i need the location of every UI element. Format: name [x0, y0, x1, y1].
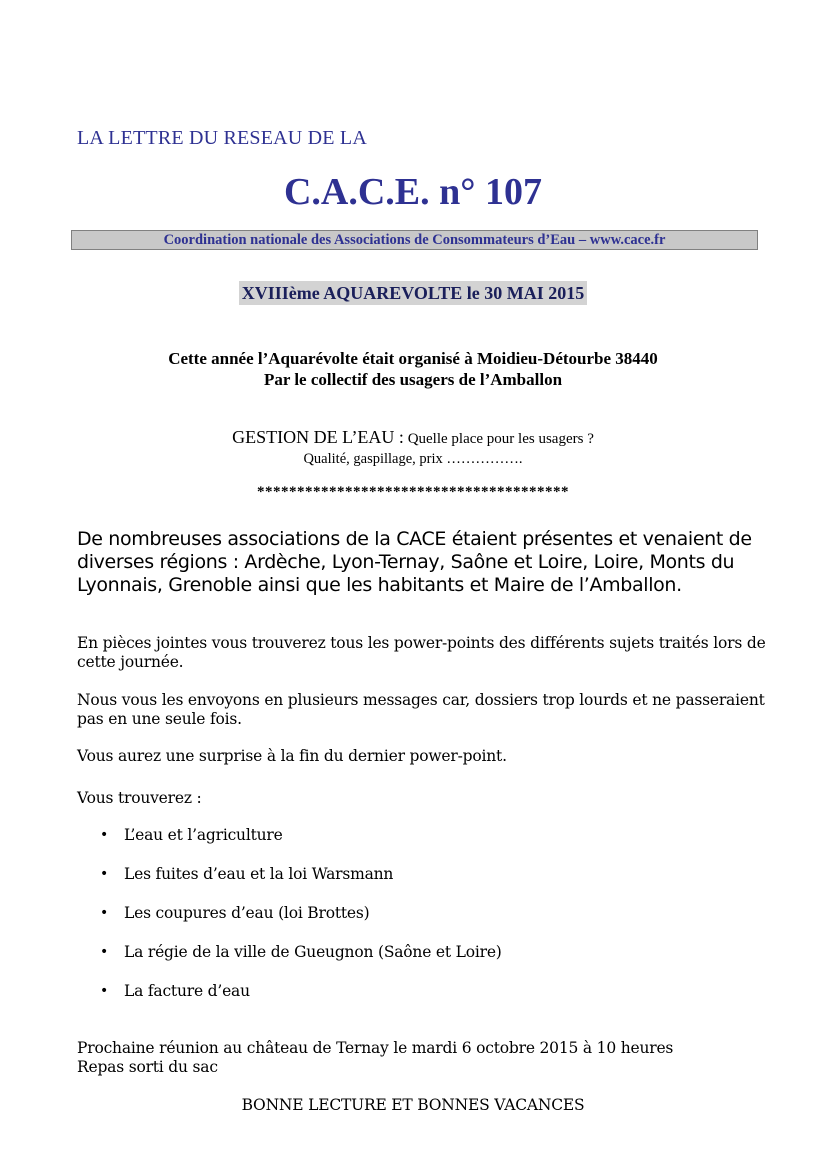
attachments-paragraph: En pièces jointes vous trouverez tous les power-points des différents sujets traités lors de cette journée.: [77, 634, 766, 671]
meal-note: Repas sorti du sac: [77, 1058, 218, 1076]
list-item-text: La régie de la ville de Gueugnon (Saône et Loire): [124, 943, 502, 961]
gestion-topics: Qualité, gaspillage, prix …………….: [303, 451, 523, 467]
next-meeting-block: [77, 1039, 767, 1077]
subtitle-bar: [71, 230, 758, 250]
organised-line-2: Par le collectif des usagers de l’Amballon: [263, 370, 563, 389]
messages-paragraph: Nous vous les envoyons en plusieurs messages car, dossiers trop lourds et ne passeraient pas en une seule fois.: [77, 691, 765, 728]
list-item: [100, 825, 502, 864]
bullet-icon: •: [100, 944, 109, 960]
list-item-text: Les fuites d’eau et la loi Warsmann: [124, 865, 394, 883]
bullet-icon: •: [100, 905, 109, 921]
list-item-text: L’eau et l’agriculture: [124, 826, 283, 844]
newsletter-kicker: LA LETTRE DU RESEAU DE LA: [77, 127, 367, 149]
list-item: [100, 942, 502, 981]
gestion-question: Quelle place pour les usagers ?: [403, 431, 594, 447]
bullet-icon: •: [100, 866, 109, 882]
bullet-icon: •: [100, 827, 109, 843]
next-meeting: Prochaine réunion au château de Ternay le mardi 6 octobre 2015 à 10 heures: [77, 1039, 674, 1057]
list-item: [100, 981, 502, 1020]
list-item-text: La facture d’eau: [124, 982, 250, 1000]
list-item: [100, 903, 502, 942]
event-headline: XVIIIème AQUAREVOLTE le 30 MAI 2015: [239, 281, 587, 305]
list-item: [100, 864, 502, 903]
list-intro: Vous trouverez :: [77, 789, 202, 807]
newsletter-title: C.A.C.E. n° 107: [283, 171, 542, 213]
closing-line: BONNE LECTURE ET BONNES VACANCES: [241, 1096, 585, 1114]
topics-list: [100, 825, 502, 1020]
subtitle-text: Coordination nationale des Associations de Consommateurs d’Eau – www.cace.fr: [163, 232, 666, 248]
organised-line-1: Cette année l’Aquarévolte était organisé à Moidieu-Détourbe 38440: [168, 349, 658, 368]
list-item-text: Les coupures d’eau (loi Brottes): [124, 904, 370, 922]
gestion-block: [0, 427, 826, 469]
intro-paragraph: De nombreuses associations de la CACE étaient présentes et venaient de diverses régions : Ardèche, Lyon-Ternay, Saône et Loire, Loire, Monts du Lyonnais, Grenoble ainsi que les habitants et Maire de l’Amballon.: [77, 528, 752, 596]
event-headline-wrap: [0, 281, 826, 305]
bullet-icon: •: [100, 983, 109, 999]
organisation-block: [0, 348, 826, 390]
separator-stars: ***************************************: [257, 484, 569, 500]
surprise-paragraph: Vous aurez une surprise à la fin du dernier power-point.: [77, 747, 507, 765]
gestion-label: GESTION DE L’EAU :: [232, 427, 404, 447]
